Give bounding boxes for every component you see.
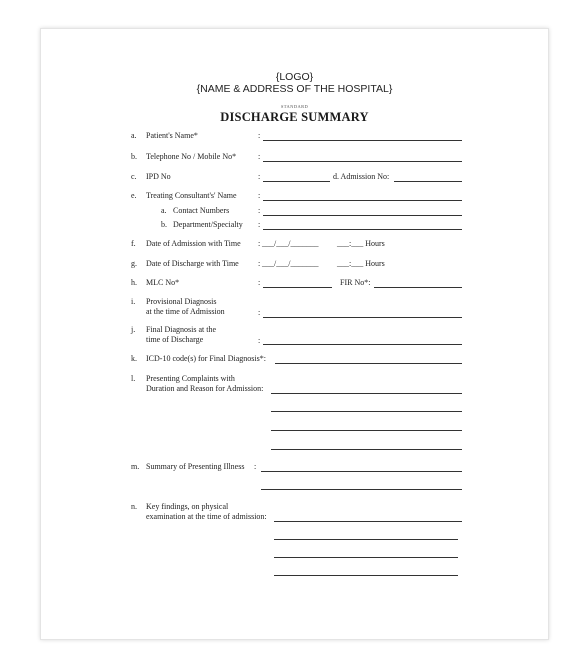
provisional-diagnosis-label-line2: at the time of Admission: [146, 307, 225, 316]
standard-caption: STANDARD: [280, 104, 309, 109]
colon: :: [254, 462, 257, 471]
key-findings-field[interactable]: [274, 575, 458, 576]
form-title: DISCHARGE SUMMARY: [220, 110, 369, 124]
admission-time-field[interactable]: ___:___ Hours: [337, 239, 385, 248]
mlc-no-label: MLC No*: [146, 278, 180, 287]
patients-name-field[interactable]: [263, 140, 462, 141]
discharge-datetime-label: Date of Discharge with Time: [146, 259, 239, 268]
ipd-no-field[interactable]: [263, 181, 330, 182]
patients-name-label: Patient's Name*: [146, 131, 198, 140]
icd10-field[interactable]: [275, 363, 462, 364]
department-specialty-label: Department/Specialty: [173, 220, 243, 229]
discharge-time-field[interactable]: ___:___ Hours: [337, 259, 385, 268]
key-findings-field[interactable]: [274, 521, 462, 522]
sub-item-marker: a.: [161, 206, 167, 215]
presenting-complaints-field[interactable]: [271, 430, 462, 431]
hospital-name-address: {NAME & ADDRESS OF THE HOSPITAL}: [196, 83, 393, 95]
presenting-illness-field[interactable]: [261, 489, 462, 490]
provisional-diagnosis-field[interactable]: [263, 317, 462, 318]
presenting-complaints-label: Presenting Complaints with: [146, 374, 235, 383]
colon: :: [258, 152, 261, 161]
colon: :: [258, 239, 261, 248]
colon: :: [258, 206, 261, 215]
presenting-illness-label: Summary of Presenting Illness: [146, 462, 245, 471]
telephone-field[interactable]: [263, 161, 462, 162]
item-marker: l.: [131, 374, 136, 383]
item-marker: m.: [131, 462, 140, 471]
colon: :: [258, 220, 261, 229]
provisional-diagnosis-label: Provisional Diagnosis: [146, 297, 217, 306]
item-marker: g.: [131, 259, 137, 268]
final-diagnosis-label: Final Diagnosis at the: [146, 325, 216, 334]
sub-item-marker: b.: [161, 220, 167, 229]
colon: :: [258, 191, 261, 200]
admission-datetime-label: Date of Admission with Time: [146, 239, 241, 248]
item-marker: a.: [131, 131, 137, 140]
presenting-complaints-field[interactable]: [271, 393, 462, 394]
colon: :: [258, 172, 261, 181]
mlc-no-field[interactable]: [263, 287, 332, 288]
item-marker: j.: [131, 325, 136, 334]
telephone-label: Telephone No / Mobile No*: [146, 152, 237, 161]
icd10-label: ICD-10 code(s) for Final Diagnosis*:: [146, 354, 266, 363]
discharge-date-field[interactable]: ___/___/_______: [262, 259, 319, 268]
colon: :: [258, 308, 261, 317]
item-marker: f.: [131, 239, 136, 248]
final-diagnosis-field[interactable]: [263, 344, 462, 345]
item-marker: e.: [131, 191, 137, 200]
department-specialty-field[interactable]: [263, 229, 462, 230]
final-diagnosis-label-line2: time of Discharge: [146, 335, 204, 344]
presenting-complaints-label-line2: Duration and Reason for Admission:: [146, 384, 264, 393]
presenting-illness-field[interactable]: [261, 471, 462, 472]
colon: :: [258, 131, 261, 140]
item-marker: k.: [131, 354, 137, 363]
colon: :: [258, 336, 261, 345]
item-marker: c.: [131, 172, 137, 181]
discharge-summary-form: [40, 28, 549, 640]
presenting-complaints-field[interactable]: [271, 411, 462, 412]
item-marker: b.: [131, 152, 137, 161]
colon: :: [258, 278, 261, 287]
item-marker: i.: [131, 297, 136, 306]
fir-no-label: FIR No*:: [340, 278, 371, 287]
treating-consultant-field[interactable]: [263, 200, 462, 201]
presenting-complaints-field[interactable]: [271, 449, 462, 450]
contact-numbers-field[interactable]: [263, 215, 462, 216]
fir-no-field[interactable]: [374, 287, 462, 288]
admission-no-label: d. Admission No:: [333, 172, 390, 181]
key-findings-field[interactable]: [274, 539, 458, 540]
key-findings-label-line2: examination at the time of admission:: [146, 512, 267, 521]
ipd-no-label: IPD No: [146, 172, 171, 181]
key-findings-field[interactable]: [274, 557, 458, 558]
item-marker: h.: [131, 278, 137, 287]
treating-consultant-label: Treating Consultant's' Name: [146, 191, 237, 200]
item-marker: n.: [131, 502, 137, 511]
contact-numbers-label: Contact Numbers: [173, 206, 230, 215]
admission-no-field[interactable]: [394, 181, 462, 182]
colon: :: [258, 259, 261, 268]
logo-placeholder: {LOGO}: [275, 71, 314, 83]
admission-date-field[interactable]: ___/___/_______: [262, 239, 319, 248]
key-findings-label: Key findings, on physical: [146, 502, 229, 511]
